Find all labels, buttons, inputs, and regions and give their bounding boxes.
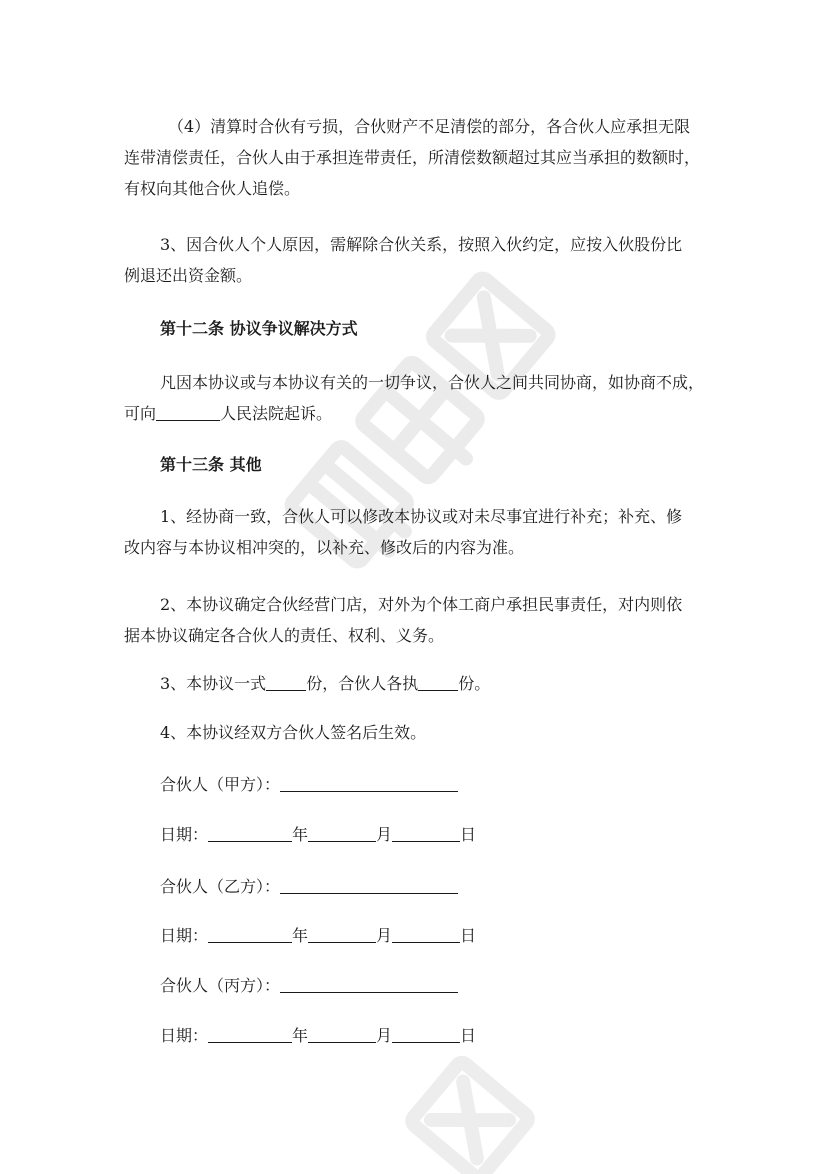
month-blank: [308, 826, 376, 842]
partner-c-label: 合伙人（丙方）：: [160, 976, 281, 995]
day-label: 日: [460, 926, 477, 945]
text-line: 连带清偿责任，合伙人由于承担连带责任，所清偿数额超过其应当承担的数额时，: [124, 148, 701, 167]
text-fragment: 份，合伙人各执: [306, 674, 419, 693]
partner-b-signature-blank: [280, 878, 458, 894]
partner-b-label: 合伙人（乙方）：: [160, 877, 281, 896]
partner-b-signature-line: [160, 876, 458, 898]
month-blank: [308, 1027, 376, 1043]
text-fragment: 人民法院起诉。: [220, 404, 333, 423]
day-label: 日: [460, 1026, 477, 1045]
text-fragment: 3、本协议一式: [160, 674, 267, 693]
year-label: 年: [292, 1026, 309, 1045]
text-line: 2、本协议确定合伙经营门店，对外为个体工商户承担民事责任，对内则依: [160, 595, 683, 614]
article-13-item-4: 4、本协议经双方合伙人签名后生效。: [160, 723, 427, 742]
text-line: 改内容与本协议相冲突的，以补充、修改后的内容为准。: [124, 538, 525, 557]
text-line: 例退还出资金额。: [124, 266, 253, 285]
month-label: 月: [376, 1026, 393, 1045]
text-line: 据本协议确定各合伙人的责任、权利、义务。: [124, 626, 445, 645]
article-12-paragraph: [124, 367, 705, 429]
date-line-a: [160, 824, 476, 846]
day-label: 日: [460, 825, 477, 844]
partner-c-signature-blank: [280, 977, 458, 993]
month-label: 月: [376, 926, 393, 945]
clause-3-paragraph: [124, 229, 705, 291]
day-blank: [392, 826, 460, 842]
day-blank: [392, 927, 460, 943]
article-13-heading: 第十三条 其他: [160, 455, 262, 474]
text-fragment: 份。: [458, 674, 491, 693]
article-13-item-1: [124, 501, 705, 563]
date-label: 日期：: [160, 825, 209, 844]
day-blank: [392, 1027, 460, 1043]
copies-each-blank: [418, 675, 458, 691]
clause-4-paragraph: [124, 111, 705, 204]
year-label: 年: [292, 926, 309, 945]
partner-a-label: 合伙人（甲方）：: [160, 775, 281, 794]
year-blank: [208, 927, 292, 943]
partner-c-signature-line: [160, 975, 458, 997]
date-label: 日期：: [160, 926, 209, 945]
text-line: （4）清算时合伙有亏损，合伙财产不足清偿的部分，各合伙人应承担无限: [168, 117, 691, 136]
text-line: 凡因本协议或与本协议有关的一切争议，合伙人之间共同协商，如协商不成，: [160, 373, 705, 392]
partner-a-signature-line: [160, 774, 458, 796]
article-13-item-3: [160, 673, 490, 695]
text-line: [124, 398, 705, 429]
text-line: 3、因合伙人个人原因，需解除合伙关系，按照入伙约定，应按入伙股份比: [160, 235, 683, 254]
date-line-b: [160, 925, 476, 947]
year-blank: [208, 1027, 292, 1043]
date-line-c: [160, 1025, 476, 1047]
copies-total-blank: [266, 675, 306, 691]
text-line: 有权向其他合伙人追偿。: [124, 179, 301, 198]
year-blank: [208, 826, 292, 842]
partner-a-signature-blank: [280, 776, 458, 792]
text-line: 1、经协商一致，合伙人可以修改本协议或对未尽事宜进行补充；补充、修: [160, 507, 683, 526]
text-fragment: 可向: [124, 404, 157, 423]
article-13-item-2: [124, 589, 705, 651]
article-12-heading: 第十二条 协议争议解决方式: [160, 319, 358, 338]
court-name-blank: [156, 405, 220, 421]
month-blank: [308, 927, 376, 943]
month-label: 月: [376, 825, 393, 844]
date-label: 日期：: [160, 1026, 209, 1045]
year-label: 年: [292, 825, 309, 844]
